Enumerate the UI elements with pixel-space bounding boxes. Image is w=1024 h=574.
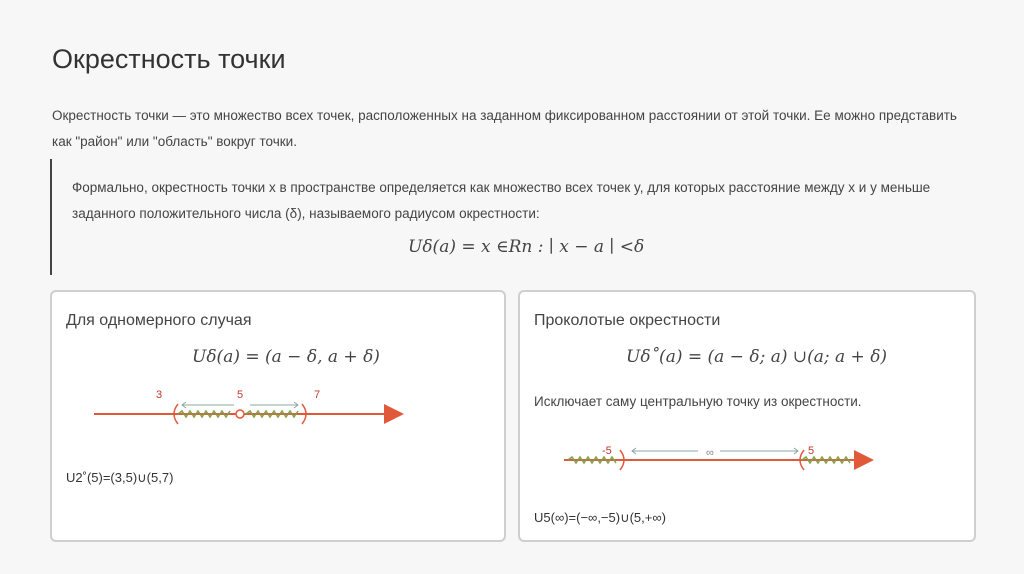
one-dimensional-card [50, 290, 506, 542]
label-center: 5 [237, 390, 244, 401]
card-title: Проколотые окрестности [534, 312, 721, 329]
definition-formula: Uδ(a) = x ∈Rn : ∣ x − a ∣ <δ [408, 237, 645, 257]
example-note: U5(∞)=(−∞,−5)∪(5,+∞) [534, 510, 666, 525]
label-left: 3 [156, 390, 163, 401]
label-right: 7 [314, 390, 321, 401]
definition-text: Формально, окрестность точки x в пространстве определяется как множество всех точек y, для которых расстояние между x и y меньше заданного положительного числа (δ), называемого радиусом окрестности: [72, 180, 931, 221]
example-note: U2˚(5)=(3,5)∪(5,7) [66, 470, 174, 485]
page-title: Окрестность точки [52, 44, 286, 74]
punctured-card [518, 290, 976, 542]
punctured-formula: Uδ˚(a) = (a − δ; a) ∪(a; a + δ) [626, 347, 888, 367]
number-line-diagram [90, 390, 410, 438]
label-left: -5 [602, 445, 612, 457]
intro-text: Окрестность точки — это множество всех точек, расположенных на заданном фиксированном расстоянии от этой точки. Ее можно представить как "район" или "область" вокруг точки. [52, 108, 957, 149]
neighborhood-formula: Uδ(a) = (a − δ, a + δ) [192, 347, 380, 367]
card-title: Для одномерного случая [66, 312, 252, 329]
definition-quote [50, 159, 982, 275]
label-right: 5 [808, 445, 815, 457]
label-center: ∞ [706, 447, 714, 459]
punctured-description: Исключает саму центральную точку из окрестности. [534, 394, 862, 409]
punctured-diagram [560, 438, 880, 478]
center-point [236, 410, 244, 418]
